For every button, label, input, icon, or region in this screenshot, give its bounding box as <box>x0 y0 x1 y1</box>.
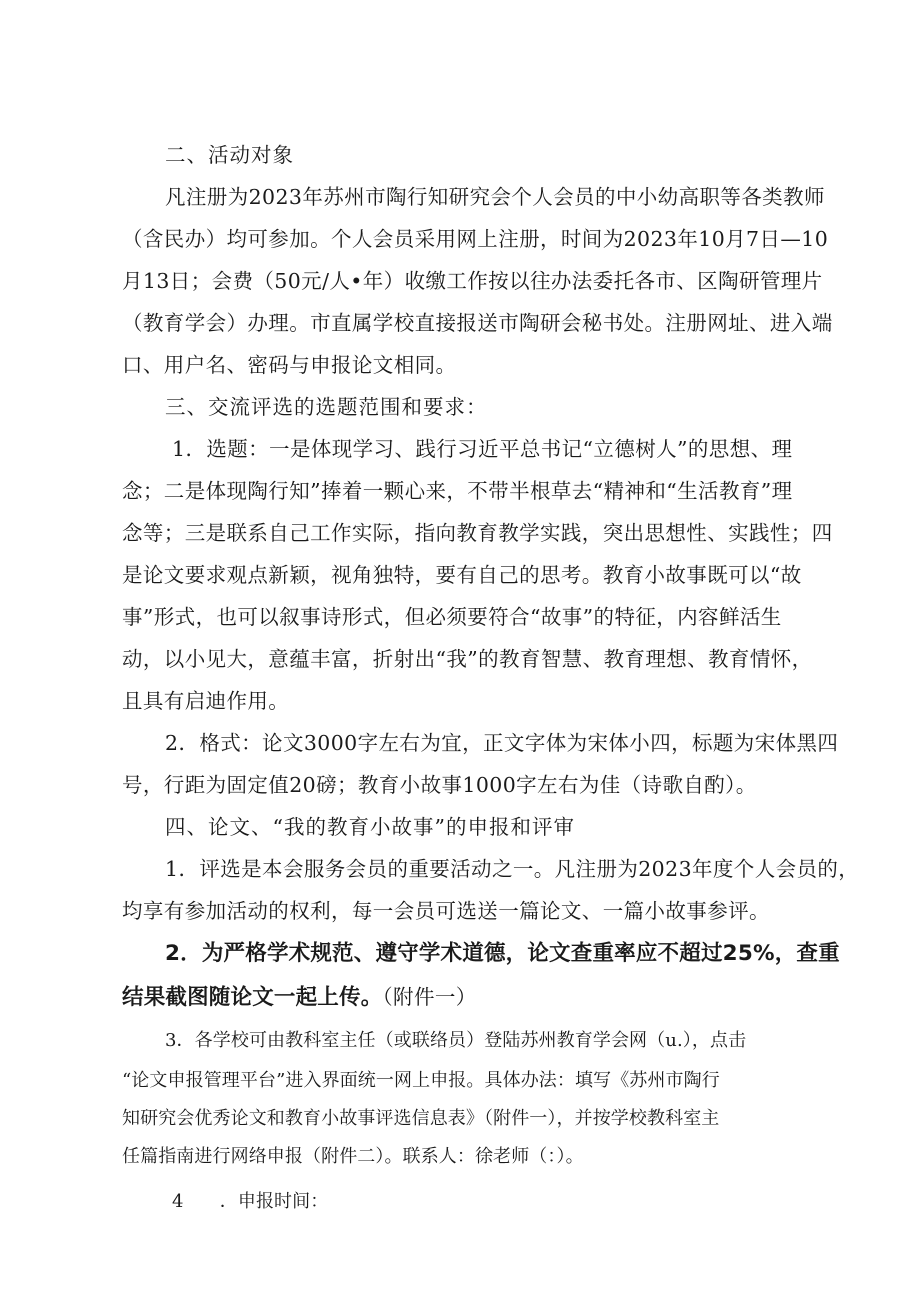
list-item-submission-method-line: 3．各学校可由教科室主任（或联络员）登陆苏州教育学会网（u.），点击 <box>165 1030 747 1051</box>
list-item-format-line: 号，行距为固定值20磅；教育小故事1000字左右为佳（诗歌自酌）。 <box>122 773 757 797</box>
list-item-topic-line: 念等；三是联系自己工作实际，指向教育教学实践，突出思想性、实践性；四 <box>122 521 833 545</box>
list-item-submission-method-line: “论文申报管理平台”进入界面统一网上申报。具体办法：填写《苏州市陶行 <box>122 1070 720 1091</box>
paragraph-line: 口、用户名、密码与申报论文相同。 <box>122 353 457 377</box>
section-heading-topic-scope: 三、交流评选的选题范围和要求： <box>165 395 488 419</box>
list-item-topic-line: 事”形式，也可以叙事诗形式，但必须要符合“故事”的特征，内容鲜活生 <box>122 605 782 629</box>
list-item-topic-line: 1．选题：一是体现学习、践行习近平总书记“立德树人”的思想、理 <box>172 437 793 461</box>
paragraph-line: （含民办）均可参加。个人会员采用网上注册，时间为2023年10月7日—10 <box>122 227 829 251</box>
list-item-plagiarism-line-2 <box>122 980 812 1015</box>
paragraph-line: （教育学会）办理。市直属学校直接报送市陶研会秘书处。注册网址、进入端 <box>122 311 833 335</box>
list-item-topic-line: 念；二是体现陶行知”捧着一颗心来，不带半根草去“精神和“生活教育”理 <box>122 479 793 503</box>
list-item-submission-method-line: 任篇指南进行网络申报（附件二）。联系人：徐老师（：）。 <box>122 1146 584 1167</box>
list-item-format-line: 2．格式：论文3000字左右为宜，正文字体为宋体小四，标题为宋体黑四 <box>165 731 839 755</box>
list-item-plagiarism-line: 2．为严格学术规范、遵守学术道德，论文查重率应不超过25%，查重 <box>165 941 840 966</box>
list-item-deadline: 4 ．申报时间： <box>172 1191 329 1212</box>
paragraph-line: 月13日；会费（50元/人•年）收缴工作按以往办法委托各市、区陶研管理片 <box>122 269 823 293</box>
attachment-note: （附件一） <box>382 985 477 1009</box>
plagiarism-text: 结果截图随论文一起上传。 <box>122 985 383 1010</box>
section-heading-activity-target: 二、活动对象 <box>165 143 294 167</box>
list-item-eligibility-line: 1．评选是本会服务会员的重要活动之一。凡注册为2023年度个人会员的， <box>165 857 860 881</box>
list-item-topic-line: 且具有启迪作用。 <box>122 689 290 713</box>
list-item-topic-line: 是论文要求观点新颖，视角独特，要有自己的思考。教育小故事既可以“故 <box>122 563 802 587</box>
paragraph-line: 凡注册为2023年苏州市陶行知研究会个人会员的中小幼高职等各类教师 <box>165 185 825 209</box>
list-item-submission-method-line: 知研究会优秀论文和教育小故事评选信息表》（附件一），并按学校教科室主 <box>122 1108 720 1129</box>
list-item-eligibility-line: 均享有参加活动的权利，每一会员可选送一篇论文、一篇小故事参评。 <box>122 899 770 923</box>
list-item-topic-line: 动，以小见大，意蕴丰富，折射出“我”的教育智慧、教育理想、教育情怀， <box>122 647 813 671</box>
section-heading-submission-review: 四、论文、“我的教育小故事”的申报和评审 <box>165 815 575 839</box>
